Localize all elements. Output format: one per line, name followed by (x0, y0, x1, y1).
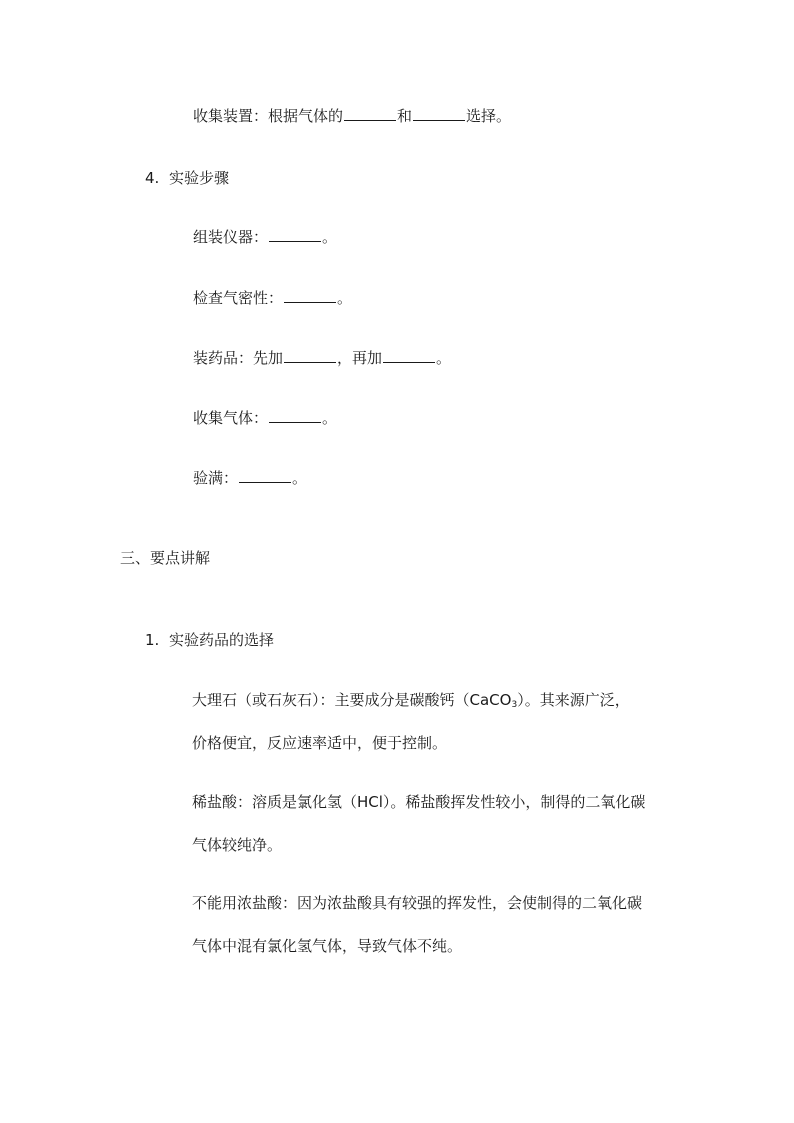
point1-heading: 1. 实验药品的选择 (145, 631, 275, 649)
conc-line-1: 不能用浓盐酸：因为浓盐酸具有较强的挥发性，会使制得的二氧化碳 (192, 894, 643, 912)
step4-heading: 4. 实验步骤 (145, 169, 230, 187)
step-full: 验满： 。 (193, 469, 308, 487)
step-collect-gas: 收集气体： 。 (193, 409, 338, 427)
dilute-line-2: 气体较纯净。 (192, 836, 283, 854)
blank-collect-gas (269, 408, 321, 423)
blank-full (239, 468, 291, 483)
step-load: 装药品：先加 ，再加 。 (193, 349, 452, 367)
blank-1 (344, 106, 396, 121)
conc-line-2: 气体中混有氯化氢气体，导致气体不纯。 (192, 937, 463, 955)
blank-assemble (269, 227, 321, 242)
marble-line-1: 大理石（或石灰石）：主要成分是碳酸钙（CaCO$_3$）。其来源广泛， (192, 691, 630, 710)
step-assemble: 组装仪器： 。 (193, 228, 338, 246)
blank-load-1 (284, 348, 336, 363)
marble-line-2: 价格便宜，反应速率适中，便于控制。 (192, 734, 448, 752)
step-airtight: 检查气密性： 。 (193, 289, 353, 307)
collect-device-line: 收集装置：根据气体的 和 选择。 (193, 107, 512, 125)
blank-load-2 (383, 348, 435, 363)
section3-heading: 三、要点讲解 (120, 549, 211, 567)
blank-2 (413, 106, 465, 121)
dilute-line-1: 稀盐酸：溶质是氯化氢（HCl）。稀盐酸挥发性较小，制得的二氧化碳 (192, 793, 646, 811)
blank-airtight (284, 288, 336, 303)
